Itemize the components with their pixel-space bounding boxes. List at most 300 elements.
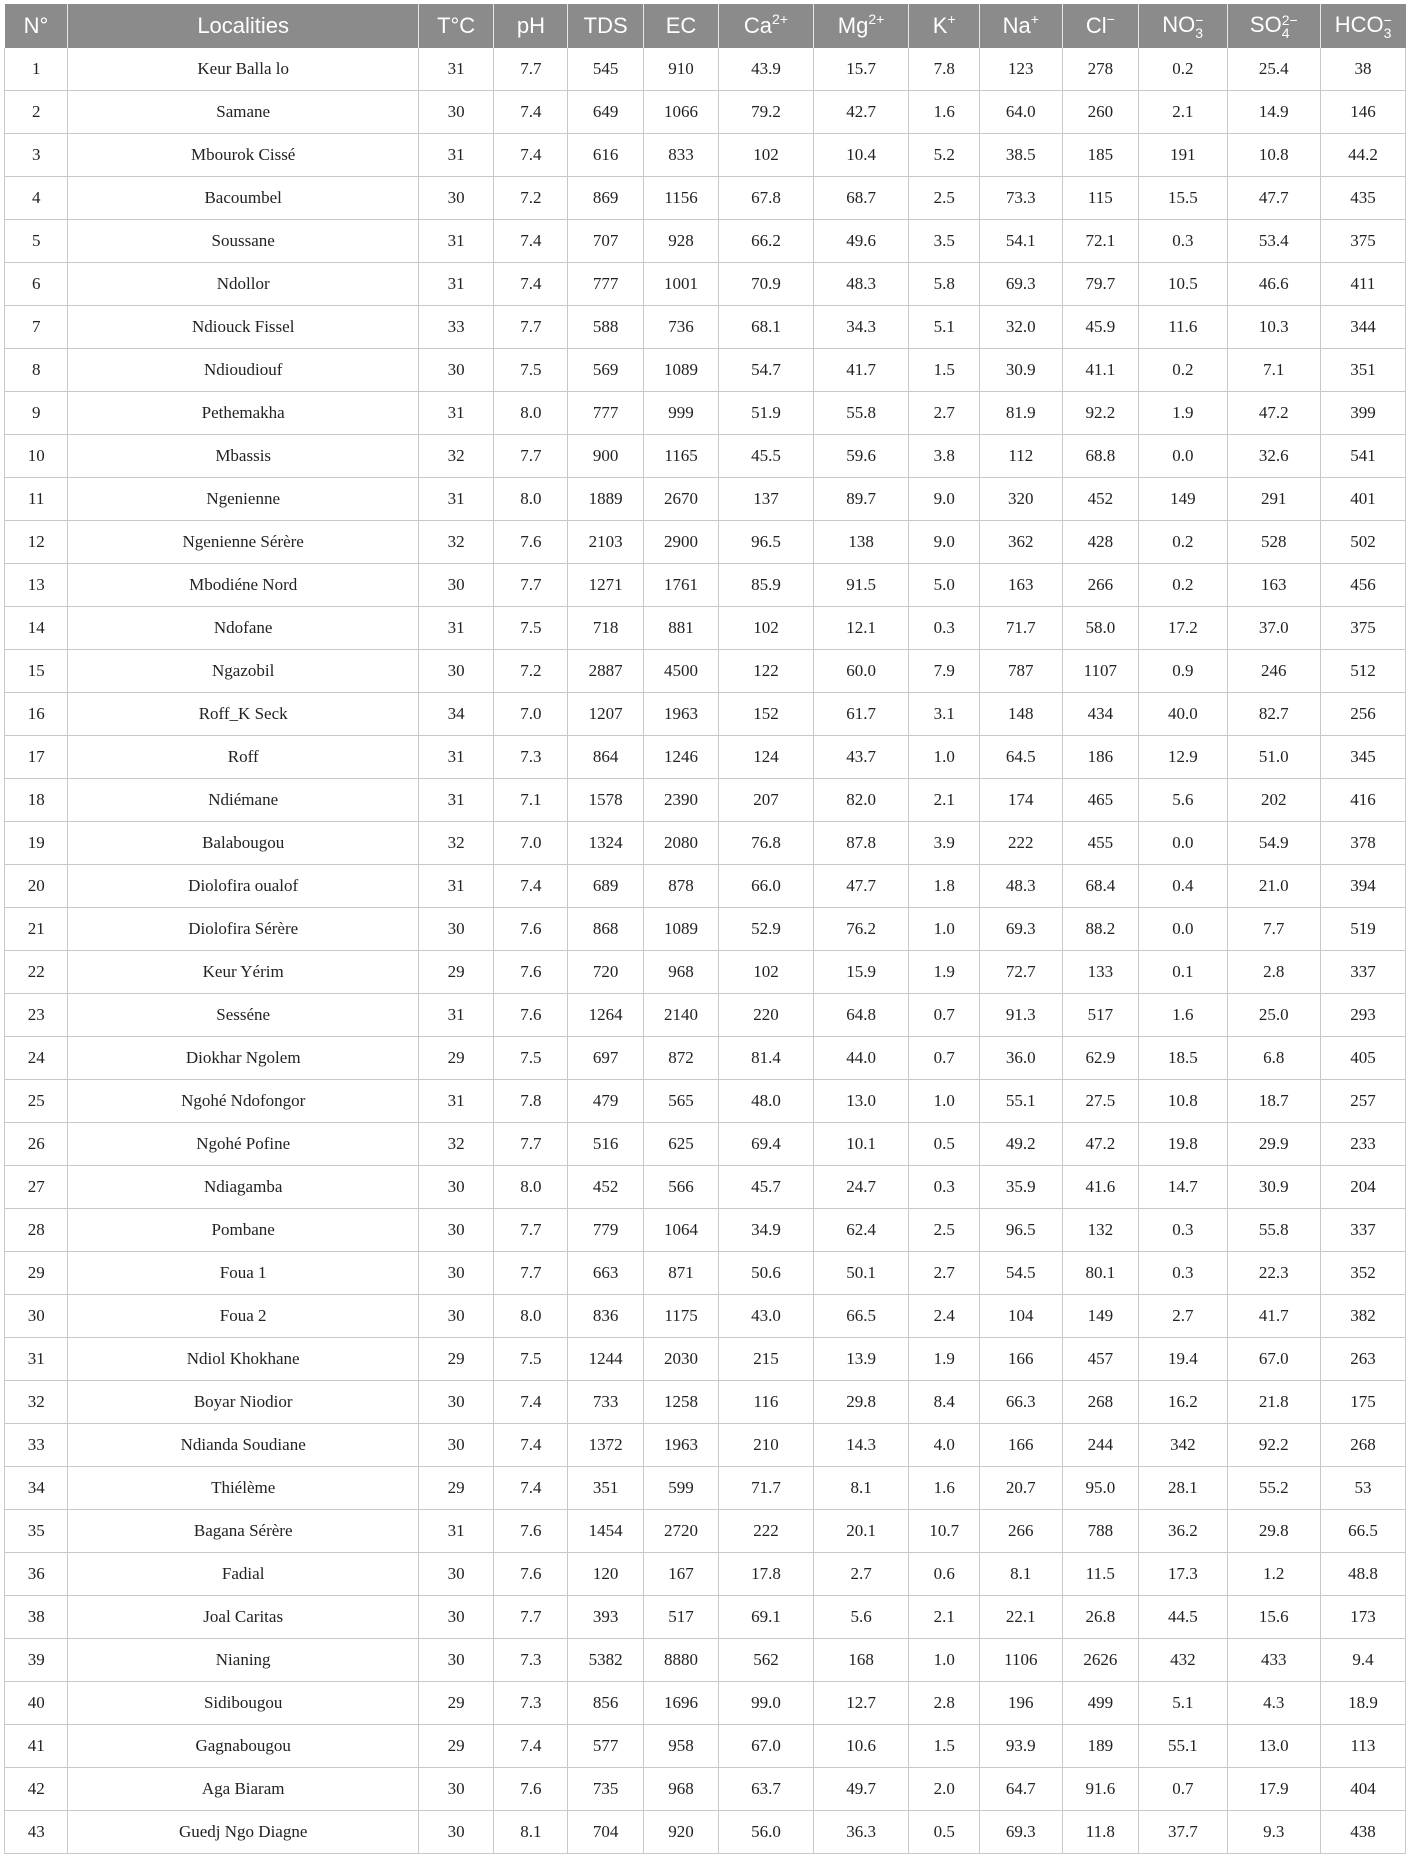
- cell-ec: 1963: [643, 1424, 718, 1467]
- ion-base: Cl: [1085, 13, 1107, 38]
- cell-calcium: 220: [719, 994, 814, 1037]
- cell-temperature: 31: [418, 779, 493, 822]
- col-header-sulfate: [1227, 4, 1320, 48]
- cell-ec: 1175: [643, 1295, 718, 1338]
- cell-locality: Sidibougou: [68, 1682, 419, 1725]
- cell-ec: 2080: [643, 822, 718, 865]
- cell-ec: 928: [643, 220, 718, 263]
- cell-chloride: 434: [1062, 693, 1139, 736]
- table-row: [5, 1596, 1406, 1639]
- cell-ph: 7.6: [494, 1553, 568, 1596]
- cell-tds: 1454: [568, 1510, 643, 1553]
- ion-charge: −: [1106, 11, 1115, 27]
- cell-sulfate: 29.8: [1227, 1510, 1320, 1553]
- cell-temperature: 30: [418, 650, 493, 693]
- cell-calcium: 116: [719, 1381, 814, 1424]
- cell-locality: Keur Balla lo: [68, 48, 419, 91]
- cell-potassium: 0.5: [909, 1123, 980, 1166]
- cell-sodium: 64.0: [980, 91, 1063, 134]
- cell-sodium: 96.5: [980, 1209, 1063, 1252]
- cell-chloride: 68.8: [1062, 435, 1139, 478]
- ion-charge: +: [1030, 11, 1039, 27]
- cell-magnesium: 61.7: [813, 693, 909, 736]
- cell-potassium: 0.3: [909, 1166, 980, 1209]
- cell-temperature: 31: [418, 263, 493, 306]
- cell-bicarbonate: 18.9: [1320, 1682, 1405, 1725]
- cell-ec: 1696: [643, 1682, 718, 1725]
- cell-tds: 393: [568, 1596, 643, 1639]
- cell-locality: Ngenienne Sérère: [68, 521, 419, 564]
- cell-sodium: 174: [980, 779, 1063, 822]
- ion-base: SO: [1249, 12, 1282, 38]
- cell-bicarbonate: 66.5: [1320, 1510, 1405, 1553]
- cell-tds: 718: [568, 607, 643, 650]
- ion-subscript: 3: [1383, 24, 1392, 41]
- cell-ph: 7.5: [494, 607, 568, 650]
- cell-calcium: 54.7: [719, 349, 814, 392]
- cell-number: 32: [5, 1381, 68, 1424]
- cell-temperature: 34: [418, 693, 493, 736]
- cell-number: 38: [5, 1596, 68, 1639]
- cell-potassium: 1.0: [909, 736, 980, 779]
- cell-number: 3: [5, 134, 68, 177]
- cell-locality: Sesséne: [68, 994, 419, 1037]
- cell-bicarbonate: 416: [1320, 779, 1405, 822]
- cell-ec: 2720: [643, 1510, 718, 1553]
- cell-tds: 1372: [568, 1424, 643, 1467]
- table-row: [5, 349, 1406, 392]
- ion-charge: −: [1383, 11, 1392, 28]
- cell-chloride: 186: [1062, 736, 1139, 779]
- cell-locality: Nianing: [68, 1639, 419, 1682]
- ion-script-stack: [1281, 11, 1298, 41]
- cell-ph: 7.7: [494, 1596, 568, 1639]
- cell-nitrate: 432: [1139, 1639, 1228, 1682]
- cell-calcium: 137: [719, 478, 814, 521]
- cell-number: 17: [5, 736, 68, 779]
- cell-chloride: 455: [1062, 822, 1139, 865]
- cell-temperature: 31: [418, 220, 493, 263]
- cell-temperature: 31: [418, 478, 493, 521]
- cell-number: 16: [5, 693, 68, 736]
- cell-nitrate: 0.0: [1139, 908, 1228, 951]
- cell-ph: 8.0: [494, 1295, 568, 1338]
- cell-nitrate: 16.2: [1139, 1381, 1228, 1424]
- cell-calcium: 66.0: [719, 865, 814, 908]
- cell-number: 21: [5, 908, 68, 951]
- cell-nitrate: 0.3: [1139, 220, 1228, 263]
- cell-ec: 1064: [643, 1209, 718, 1252]
- cell-ec: 625: [643, 1123, 718, 1166]
- cell-ph: 7.7: [494, 306, 568, 349]
- table-row: [5, 1123, 1406, 1166]
- cell-chloride: 465: [1062, 779, 1139, 822]
- cell-calcium: 67.8: [719, 177, 814, 220]
- cell-sodium: 55.1: [980, 1080, 1063, 1123]
- cell-calcium: 207: [719, 779, 814, 822]
- cell-calcium: 79.2: [719, 91, 814, 134]
- cell-number: 4: [5, 177, 68, 220]
- cell-tds: 720: [568, 951, 643, 994]
- cell-sodium: 71.7: [980, 607, 1063, 650]
- cell-ph: 7.7: [494, 564, 568, 607]
- table-row: [5, 1166, 1406, 1209]
- cell-nitrate: 5.6: [1139, 779, 1228, 822]
- cell-ph: 7.3: [494, 1682, 568, 1725]
- cell-temperature: 29: [418, 951, 493, 994]
- cell-nitrate: 0.0: [1139, 822, 1228, 865]
- cell-ph: 7.3: [494, 736, 568, 779]
- cell-bicarbonate: 146: [1320, 91, 1405, 134]
- cell-bicarbonate: 233: [1320, 1123, 1405, 1166]
- cell-potassium: 1.6: [909, 91, 980, 134]
- cell-ph: 8.0: [494, 392, 568, 435]
- cell-sulfate: 25.0: [1227, 994, 1320, 1037]
- cell-locality: Mbourok Cissé: [68, 134, 419, 177]
- cell-chloride: 499: [1062, 1682, 1139, 1725]
- cell-magnesium: 62.4: [813, 1209, 909, 1252]
- cell-magnesium: 168: [813, 1639, 909, 1682]
- cell-number: 5: [5, 220, 68, 263]
- cell-potassium: 4.0: [909, 1424, 980, 1467]
- cell-ph: 7.4: [494, 1467, 568, 1510]
- cell-temperature: 31: [418, 736, 493, 779]
- cell-magnesium: 76.2: [813, 908, 909, 951]
- cell-magnesium: 2.7: [813, 1553, 909, 1596]
- table-row: [5, 1510, 1406, 1553]
- cell-calcium: 45.7: [719, 1166, 814, 1209]
- cell-potassium: 2.8: [909, 1682, 980, 1725]
- cell-calcium: 71.7: [719, 1467, 814, 1510]
- cell-sulfate: 55.2: [1227, 1467, 1320, 1510]
- cell-sulfate: 53.4: [1227, 220, 1320, 263]
- cell-locality: Mbassis: [68, 435, 419, 478]
- cell-sulfate: 47.2: [1227, 392, 1320, 435]
- cell-potassium: 1.9: [909, 951, 980, 994]
- header-row: [5, 4, 1406, 48]
- cell-tds: 1889: [568, 478, 643, 521]
- cell-sodium: 54.1: [980, 220, 1063, 263]
- cell-potassium: 2.1: [909, 1596, 980, 1639]
- cell-tds: 836: [568, 1295, 643, 1338]
- cell-calcium: 68.1: [719, 306, 814, 349]
- cell-ec: 1001: [643, 263, 718, 306]
- col-header-ec: EC: [643, 4, 718, 48]
- cell-sodium: 362: [980, 521, 1063, 564]
- cell-chloride: 80.1: [1062, 1252, 1139, 1295]
- cell-tds: 733: [568, 1381, 643, 1424]
- cell-number: 13: [5, 564, 68, 607]
- cell-chloride: 11.5: [1062, 1553, 1139, 1596]
- cell-chloride: 266: [1062, 564, 1139, 607]
- table-row: [5, 392, 1406, 435]
- cell-sulfate: 9.3: [1227, 1811, 1320, 1854]
- cell-tds: 1244: [568, 1338, 643, 1381]
- cell-potassium: 5.0: [909, 564, 980, 607]
- cell-nitrate: 0.2: [1139, 349, 1228, 392]
- cell-nitrate: 37.7: [1139, 1811, 1228, 1854]
- cell-potassium: 0.3: [909, 607, 980, 650]
- cell-ec: 4500: [643, 650, 718, 693]
- cell-tds: 588: [568, 306, 643, 349]
- cell-nitrate: 19.8: [1139, 1123, 1228, 1166]
- table-row: [5, 263, 1406, 306]
- cell-sulfate: 433: [1227, 1639, 1320, 1682]
- cell-magnesium: 13.0: [813, 1080, 909, 1123]
- cell-sulfate: 21.0: [1227, 865, 1320, 908]
- table-header: [5, 4, 1406, 48]
- cell-ec: 1761: [643, 564, 718, 607]
- cell-calcium: 52.9: [719, 908, 814, 951]
- cell-ec: 1963: [643, 693, 718, 736]
- cell-ec: 2670: [643, 478, 718, 521]
- ion-base: Mg: [837, 13, 869, 38]
- water-chemistry-table-container: [4, 4, 1406, 1854]
- cell-number: 8: [5, 349, 68, 392]
- cell-sodium: 69.3: [980, 1811, 1063, 1854]
- cell-ec: 958: [643, 1725, 718, 1768]
- cell-sulfate: 10.3: [1227, 306, 1320, 349]
- cell-calcium: 85.9: [719, 564, 814, 607]
- cell-locality: Ndiémane: [68, 779, 419, 822]
- cell-sulfate: 528: [1227, 521, 1320, 564]
- table-body: [5, 48, 1406, 1854]
- cell-tds: 2103: [568, 521, 643, 564]
- cell-nitrate: 0.0: [1139, 435, 1228, 478]
- cell-ec: 565: [643, 1080, 718, 1123]
- table-row: [5, 1768, 1406, 1811]
- ion-subscript: 3: [1195, 24, 1204, 41]
- cell-ec: 566: [643, 1166, 718, 1209]
- cell-locality: Samane: [68, 91, 419, 134]
- cell-magnesium: 41.7: [813, 349, 909, 392]
- cell-bicarbonate: 257: [1320, 1080, 1405, 1123]
- cell-sulfate: 47.7: [1227, 177, 1320, 220]
- cell-number: 42: [5, 1768, 68, 1811]
- cell-sulfate: 21.8: [1227, 1381, 1320, 1424]
- cell-sodium: 38.5: [980, 134, 1063, 177]
- cell-magnesium: 13.9: [813, 1338, 909, 1381]
- cell-calcium: 17.8: [719, 1553, 814, 1596]
- cell-number: 23: [5, 994, 68, 1037]
- cell-sulfate: 25.4: [1227, 48, 1320, 91]
- cell-locality: Pethemakha: [68, 392, 419, 435]
- cell-bicarbonate: 53: [1320, 1467, 1405, 1510]
- cell-calcium: 215: [719, 1338, 814, 1381]
- cell-nitrate: 10.8: [1139, 1080, 1228, 1123]
- table-row: [5, 1639, 1406, 1682]
- cell-tds: 649: [568, 91, 643, 134]
- cell-ec: 8880: [643, 1639, 718, 1682]
- cell-bicarbonate: 175: [1320, 1381, 1405, 1424]
- cell-sulfate: 15.6: [1227, 1596, 1320, 1639]
- cell-bicarbonate: 337: [1320, 951, 1405, 994]
- cell-locality: Aga Biaram: [68, 1768, 419, 1811]
- cell-temperature: 30: [418, 1381, 493, 1424]
- cell-ph: 7.3: [494, 1639, 568, 1682]
- cell-sulfate: 55.8: [1227, 1209, 1320, 1252]
- cell-tds: 569: [568, 349, 643, 392]
- cell-ph: 7.7: [494, 1123, 568, 1166]
- cell-sodium: 64.5: [980, 736, 1063, 779]
- cell-potassium: 2.4: [909, 1295, 980, 1338]
- cell-number: 29: [5, 1252, 68, 1295]
- cell-calcium: 222: [719, 1510, 814, 1553]
- cell-magnesium: 48.3: [813, 263, 909, 306]
- cell-temperature: 32: [418, 521, 493, 564]
- cell-chloride: 58.0: [1062, 607, 1139, 650]
- ion-subscript: 4: [1281, 24, 1290, 41]
- cell-temperature: 29: [418, 1338, 493, 1381]
- cell-sodium: 49.2: [980, 1123, 1063, 1166]
- cell-magnesium: 89.7: [813, 478, 909, 521]
- cell-calcium: 69.4: [719, 1123, 814, 1166]
- cell-ph: 7.7: [494, 48, 568, 91]
- cell-bicarbonate: 404: [1320, 1768, 1405, 1811]
- cell-temperature: 31: [418, 865, 493, 908]
- cell-ph: 7.4: [494, 1424, 568, 1467]
- cell-ph: 8.0: [494, 478, 568, 521]
- cell-potassium: 9.0: [909, 478, 980, 521]
- cell-sodium: 72.7: [980, 951, 1063, 994]
- cell-ec: 1089: [643, 908, 718, 951]
- cell-potassium: 0.6: [909, 1553, 980, 1596]
- cell-chloride: 517: [1062, 994, 1139, 1037]
- cell-magnesium: 60.0: [813, 650, 909, 693]
- cell-potassium: 9.0: [909, 521, 980, 564]
- cell-potassium: 1.8: [909, 865, 980, 908]
- cell-magnesium: 24.7: [813, 1166, 909, 1209]
- cell-ph: 7.4: [494, 1725, 568, 1768]
- cell-calcium: 43.0: [719, 1295, 814, 1338]
- cell-bicarbonate: 456: [1320, 564, 1405, 607]
- cell-number: 39: [5, 1639, 68, 1682]
- cell-bicarbonate: 38: [1320, 48, 1405, 91]
- cell-calcium: 102: [719, 607, 814, 650]
- cell-potassium: 7.9: [909, 650, 980, 693]
- cell-temperature: 30: [418, 1553, 493, 1596]
- cell-ph: 7.6: [494, 1768, 568, 1811]
- cell-chloride: 72.1: [1062, 220, 1139, 263]
- cell-calcium: 51.9: [719, 392, 814, 435]
- cell-ph: 7.0: [494, 822, 568, 865]
- cell-temperature: 30: [418, 1166, 493, 1209]
- table-row: [5, 1080, 1406, 1123]
- cell-sodium: 81.9: [980, 392, 1063, 435]
- cell-sulfate: 30.9: [1227, 1166, 1320, 1209]
- cell-tds: 1207: [568, 693, 643, 736]
- table-row: [5, 177, 1406, 220]
- cell-chloride: 62.9: [1062, 1037, 1139, 1080]
- table-row: [5, 220, 1406, 263]
- table-row: [5, 91, 1406, 134]
- table-row: [5, 779, 1406, 822]
- cell-tds: 1264: [568, 994, 643, 1037]
- cell-number: 26: [5, 1123, 68, 1166]
- cell-magnesium: 15.9: [813, 951, 909, 994]
- cell-sodium: 64.7: [980, 1768, 1063, 1811]
- cell-sodium: 166: [980, 1338, 1063, 1381]
- cell-magnesium: 44.0: [813, 1037, 909, 1080]
- col-header-ph: pH: [494, 4, 568, 48]
- cell-number: 31: [5, 1338, 68, 1381]
- table-row: [5, 994, 1406, 1037]
- cell-sulfate: 18.7: [1227, 1080, 1320, 1123]
- cell-number: 19: [5, 822, 68, 865]
- cell-ph: 7.7: [494, 1252, 568, 1295]
- col-header-localities: Localities: [68, 4, 419, 48]
- cell-calcium: 562: [719, 1639, 814, 1682]
- cell-ph: 7.7: [494, 1209, 568, 1252]
- table-row: [5, 1037, 1406, 1080]
- cell-nitrate: 17.3: [1139, 1553, 1228, 1596]
- cell-nitrate: 0.3: [1139, 1209, 1228, 1252]
- cell-ph: 7.6: [494, 521, 568, 564]
- cell-magnesium: 12.1: [813, 607, 909, 650]
- cell-bicarbonate: 435: [1320, 177, 1405, 220]
- cell-sulfate: 163: [1227, 564, 1320, 607]
- cell-bicarbonate: 375: [1320, 607, 1405, 650]
- cell-locality: Joal Caritas: [68, 1596, 419, 1639]
- cell-potassium: 3.5: [909, 220, 980, 263]
- cell-magnesium: 87.8: [813, 822, 909, 865]
- cell-temperature: 30: [418, 1424, 493, 1467]
- cell-bicarbonate: 44.2: [1320, 134, 1405, 177]
- cell-chloride: 428: [1062, 521, 1139, 564]
- cell-tds: 120: [568, 1553, 643, 1596]
- cell-chloride: 268: [1062, 1381, 1139, 1424]
- cell-bicarbonate: 378: [1320, 822, 1405, 865]
- cell-potassium: 1.0: [909, 908, 980, 951]
- cell-bicarbonate: 411: [1320, 263, 1405, 306]
- cell-bicarbonate: 256: [1320, 693, 1405, 736]
- cell-temperature: 32: [418, 822, 493, 865]
- table-row: [5, 1811, 1406, 1854]
- cell-sodium: 20.7: [980, 1467, 1063, 1510]
- cell-sulfate: 29.9: [1227, 1123, 1320, 1166]
- cell-magnesium: 10.1: [813, 1123, 909, 1166]
- cell-number: 2: [5, 91, 68, 134]
- cell-tds: 900: [568, 435, 643, 478]
- cell-locality: Ndiol Khokhane: [68, 1338, 419, 1381]
- cell-potassium: 10.7: [909, 1510, 980, 1553]
- cell-sodium: 35.9: [980, 1166, 1063, 1209]
- cell-potassium: 1.0: [909, 1080, 980, 1123]
- cell-ph: 7.2: [494, 650, 568, 693]
- cell-nitrate: 0.4: [1139, 865, 1228, 908]
- cell-magnesium: 10.6: [813, 1725, 909, 1768]
- cell-ph: 7.7: [494, 435, 568, 478]
- cell-temperature: 29: [418, 1682, 493, 1725]
- cell-ec: 2390: [643, 779, 718, 822]
- cell-ec: 878: [643, 865, 718, 908]
- cell-tds: 864: [568, 736, 643, 779]
- table-row: [5, 865, 1406, 908]
- cell-bicarbonate: 405: [1320, 1037, 1405, 1080]
- cell-potassium: 0.7: [909, 994, 980, 1037]
- cell-chloride: 149: [1062, 1295, 1139, 1338]
- cell-ec: 1156: [643, 177, 718, 220]
- cell-nitrate: 18.5: [1139, 1037, 1228, 1080]
- table-row: [5, 1553, 1406, 1596]
- cell-tds: 616: [568, 134, 643, 177]
- cell-bicarbonate: 375: [1320, 220, 1405, 263]
- cell-nitrate: 191: [1139, 134, 1228, 177]
- cell-bicarbonate: 382: [1320, 1295, 1405, 1338]
- cell-temperature: 31: [418, 1080, 493, 1123]
- cell-sodium: 123: [980, 48, 1063, 91]
- cell-bicarbonate: 541: [1320, 435, 1405, 478]
